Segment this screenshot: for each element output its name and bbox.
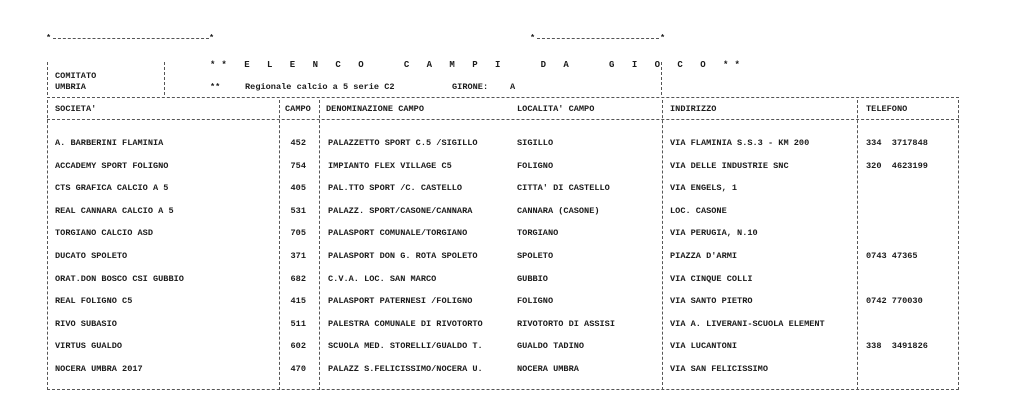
cell-localita: CANNARA (CASONE) [517,206,600,216]
cell-indirizzo: VIA SAN FELICISSIMO [670,364,768,374]
cell-campo: 511 [290,319,306,329]
cell-societa: ACCADEMY SPORT FOLIGNO [55,161,169,171]
table-bottom-rule [47,389,959,390]
campo-right-separator [319,100,320,390]
header-top-rule [47,97,959,98]
cell-telefono: 334 3717848 [866,138,928,148]
cell-localita: GUALDO TADINO [517,341,585,351]
cell-telefono: 338 3491826 [866,341,928,351]
cell-denominazione: PALASPORT COMUNALE/TORGIANO [328,228,468,238]
top-right-end-mark: * [660,33,666,43]
cell-localita: SPOLETO [517,251,554,261]
column-header-localita: LOCALITA' CAMPO [517,104,595,114]
column-header-denominazione: DENOMINAZIONE CAMPO [326,104,424,114]
cell-indirizzo: VIA FLAMINIA S.S.3 - KM 200 [670,138,810,148]
cell-telefono: 0743 47365 [866,251,918,261]
top-left-dashed-rule [53,38,209,39]
cell-societa: VIRTUS GUALDO [55,341,123,351]
cell-denominazione: C.V.A. LOC. SAN MARCO [328,274,437,284]
committee-region: UMBRIA [55,82,86,92]
cell-telefono: 0742 770030 [866,296,923,306]
cell-denominazione: PAL.TTO SPORT /C. CASTELLO [328,183,463,193]
top-left-end-mark: * [209,33,215,43]
column-header-campo: CAMPO [285,104,311,114]
girone-value: A [510,82,516,92]
cell-indirizzo: LOC. CASONE [670,206,727,216]
cell-indirizzo: PIAZZA D'ARMI [670,251,738,261]
subtitle-prefix: ** [210,82,221,92]
cell-campo: 470 [290,364,306,374]
column-header-indirizzo: INDIRIZZO [670,104,717,114]
cell-societa: DUCATO SPOLETO [55,251,128,261]
cell-societa: NOCERA UMBRA 2017 [55,364,143,374]
page-title: ** E L E N C O C A M P I D A G I O C O ** [210,60,746,70]
cell-localita: SIGILLO [517,138,554,148]
column-header-societa: SOCIETA' [55,104,97,114]
cell-indirizzo: VIA PERUGIA, N.10 [670,228,758,238]
cell-societa: TORGIANO CALCIO ASD [55,228,153,238]
cell-indirizzo: VIA DELLE INDUSTRIE SNC [670,161,789,171]
top-left-corner-mark: * [46,33,52,43]
cell-campo: 452 [290,138,306,148]
cell-localita: GUBBIO [517,274,548,284]
cell-indirizzo: VIA LUCANTONI [670,341,738,351]
girone-label: GIRONE: [452,82,489,92]
cell-indirizzo: VIA ENGELS, 1 [670,183,738,193]
cell-campo: 602 [290,341,306,351]
cell-societa: REAL CANNARA CALCIO A 5 [55,206,174,216]
cell-localita: FOLIGNO [517,161,554,171]
cell-campo: 415 [290,296,306,306]
cell-societa: A. BARBERINI FLAMINIA [55,138,164,148]
indirizzo-left-separator [662,100,663,390]
cell-indirizzo: VIA CINQUE COLLI [670,274,753,284]
cell-denominazione: IMPIANTO FLEX VILLAGE C5 [328,161,452,171]
cell-campo: 682 [290,274,306,284]
column-header-telefono: TELEFONO [866,104,908,114]
cell-localita: NOCERA UMBRA [517,364,579,374]
cell-telefono: 320 4623199 [866,161,928,171]
top-right-dashed-rule [537,38,659,39]
cell-societa: REAL FOLIGNO C5 [55,296,133,306]
cell-campo: 705 [290,228,306,238]
cell-campo: 405 [290,183,306,193]
column-header-rule [47,119,959,120]
header-left-bar [47,62,48,95]
cell-localita: CITTA' DI CASTELLO [517,183,610,193]
cell-localita: FOLIGNO [517,296,554,306]
cell-indirizzo: VIA A. LIVERANI-SCUOLA ELEMENT [670,319,825,329]
table-left-border [47,100,48,390]
cell-denominazione: PALASPORT PATERNESI /FOLIGNO [328,296,473,306]
cell-campo: 754 [290,161,306,171]
subtitle: Regionale calcio a 5 serie C2 [245,82,395,92]
cell-denominazione: PALAZZ S.FELICISSIMO/NOCERA U. [328,364,483,374]
cell-societa: ORAT.DON BOSCO CSI GUBBIO [55,274,184,284]
cell-campo: 531 [290,206,306,216]
cell-societa: CTS GRAFICA CALCIO A 5 [55,183,169,193]
cell-denominazione: SCUOLA MED. STORELLI/GUALDO T. [328,341,483,351]
cell-denominazione: PALASPORT DON G. ROTA SPOLETO [328,251,478,261]
table-right-border [958,100,959,390]
cell-societa: RIVO SUBASIO [55,319,117,329]
top-right-start-mark: * [530,33,536,43]
committee-label: COMITATO [55,71,97,81]
cell-campo: 371 [290,251,306,261]
header-committee-bar [164,62,165,95]
cell-denominazione: PALESTRA COMUNALE DI RIVOTORTO [328,319,483,329]
cell-denominazione: PALAZZ. SPORT/CASONE/CANNARA [328,206,473,216]
cell-localita: TORGIANO [517,228,559,238]
telefono-left-separator [857,100,858,390]
cell-denominazione: PALAZZETTO SPORT C.5 /SIGILLO [328,138,478,148]
cell-localita: RIVOTORTO DI ASSISI [517,319,615,329]
cell-indirizzo: VIA SANTO PIETRO [670,296,753,306]
